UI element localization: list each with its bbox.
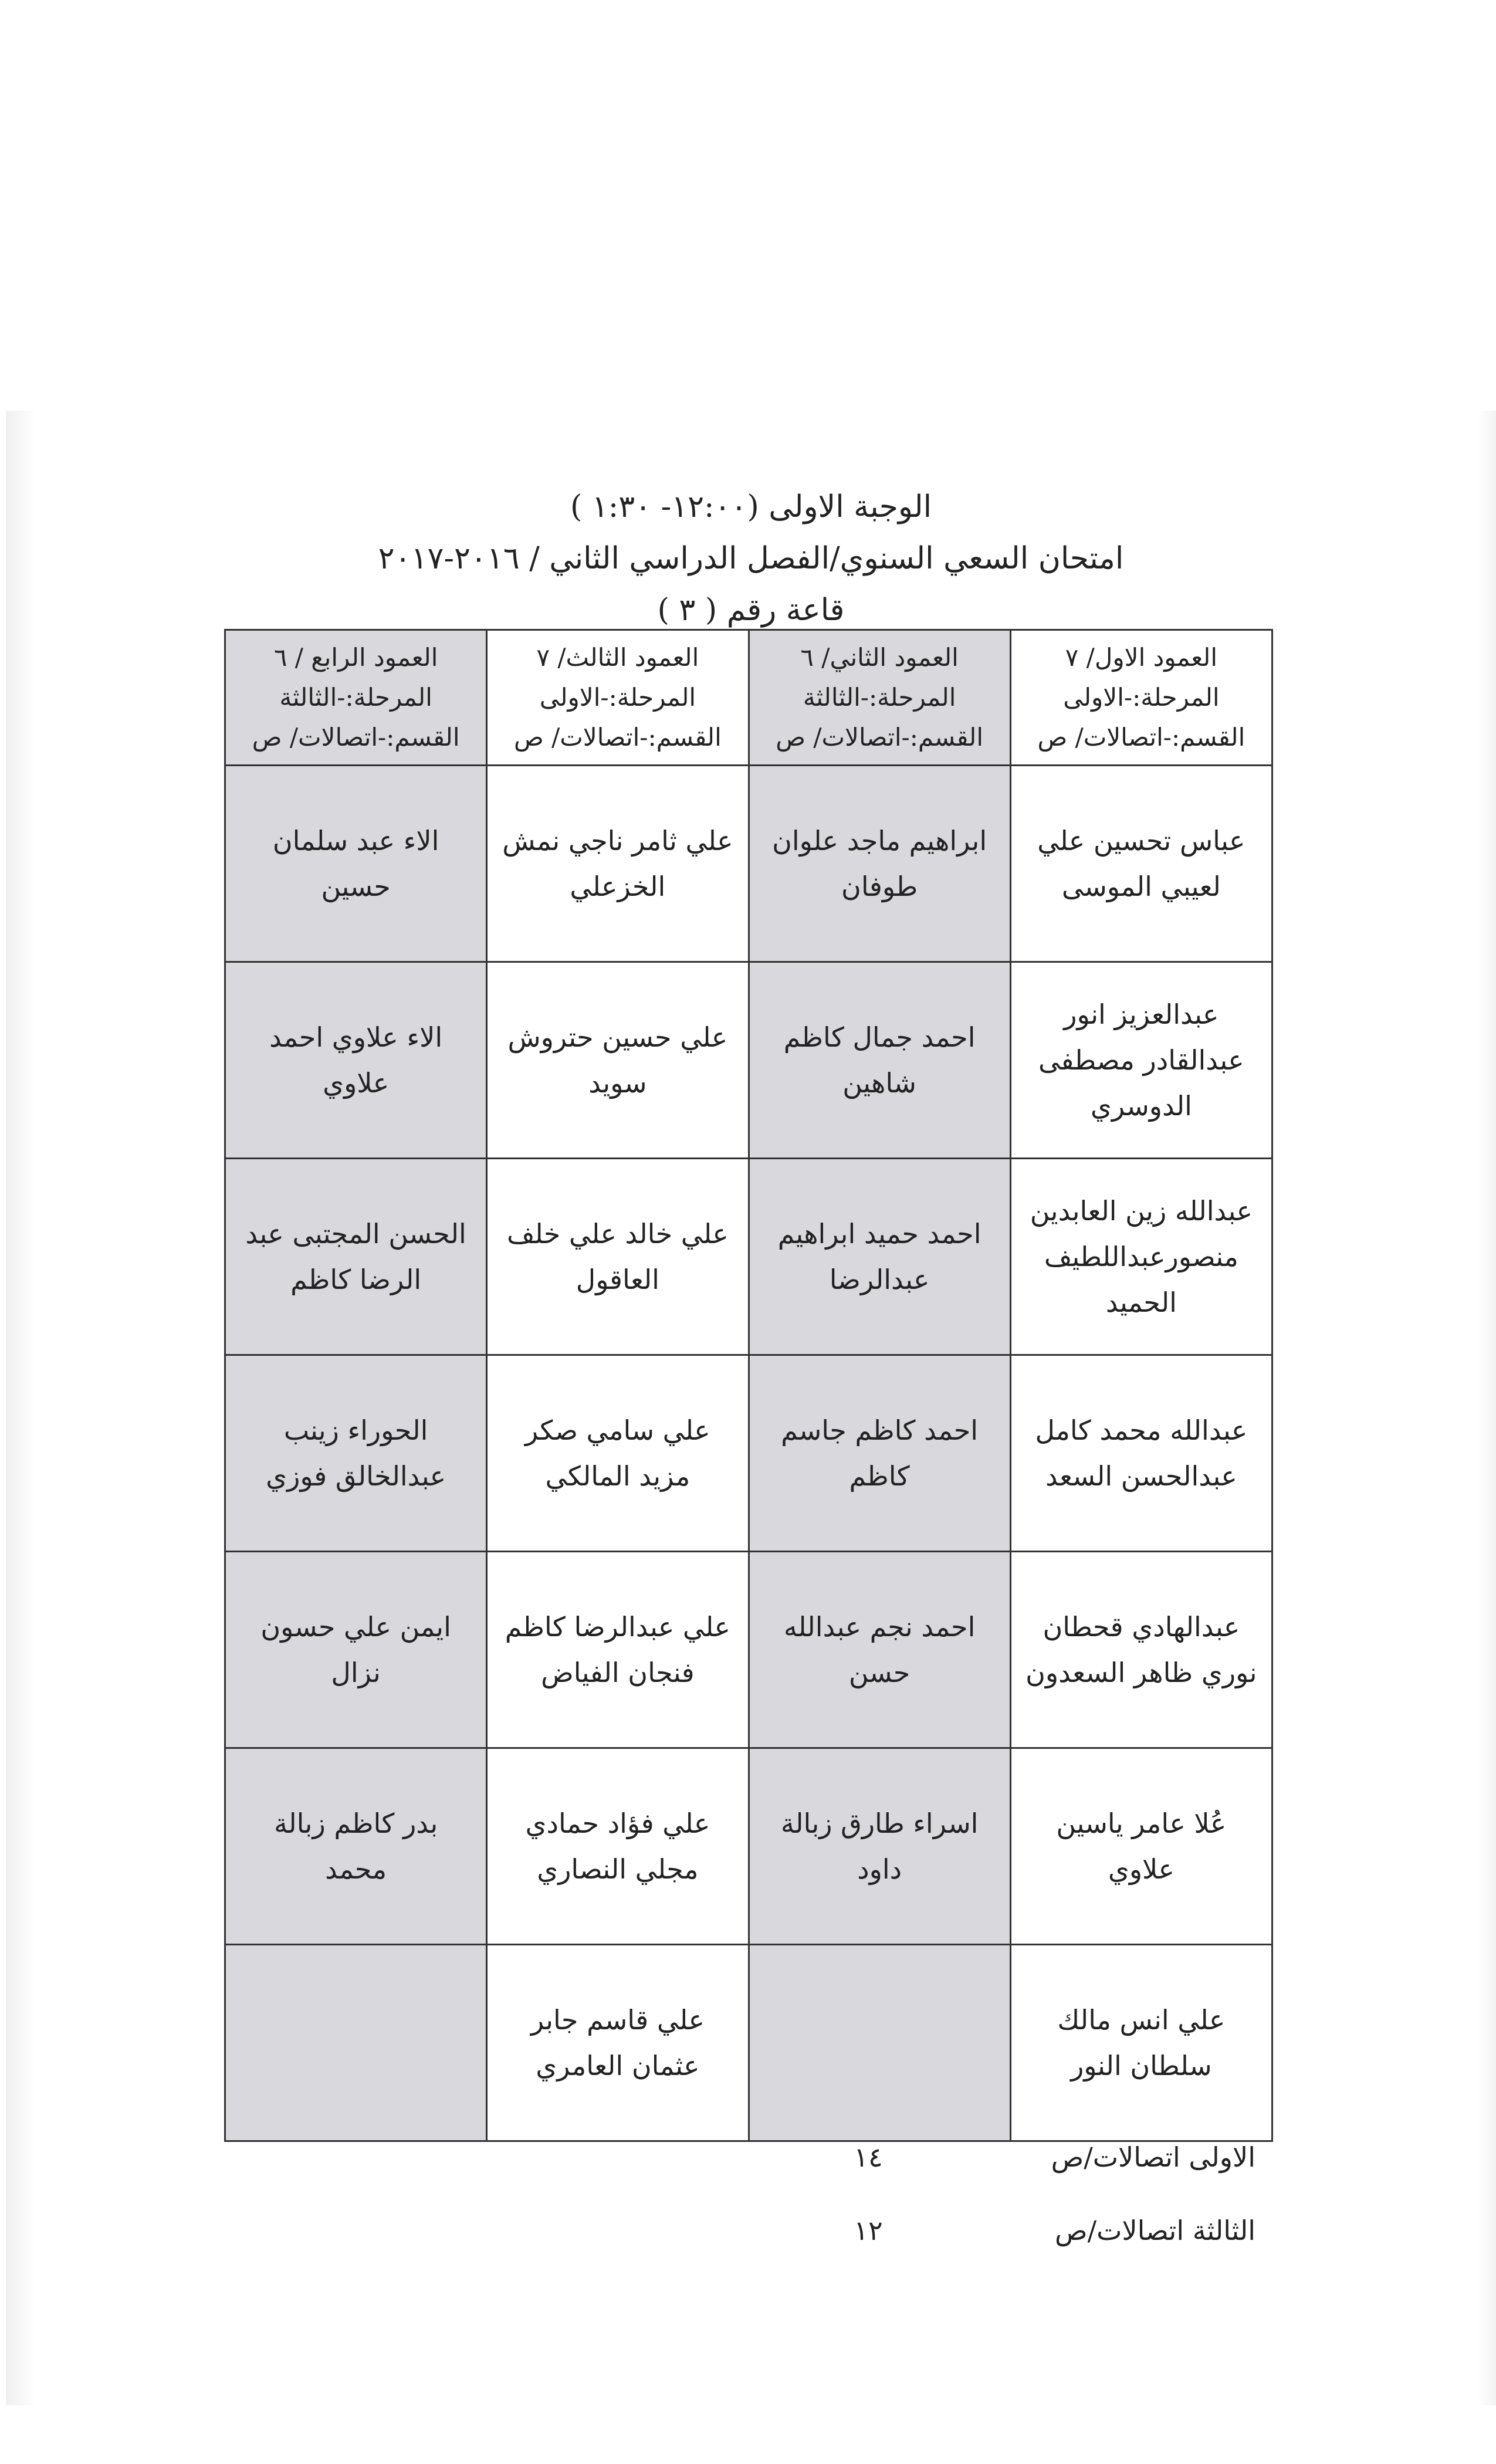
table-row (225, 1945, 1272, 2141)
table-row (225, 962, 1272, 1159)
student-cell: عبدالعزيز انور عبدالقادر مصطفى الدوسري (1010, 962, 1272, 1159)
session-title: الوجبة الاولى (١٢:٠٠- ١:٣٠ ) (570, 489, 932, 524)
student-cell: علي ثامر ناجي نمش الخزعلي (487, 766, 749, 962)
column-dept: القسم:-اتصالات/ ص (1037, 723, 1245, 752)
table-row (225, 1355, 1272, 1552)
column-dept: القسم:-اتصالات/ ص (252, 723, 460, 752)
student-cell: عُلا عامر ياسين علاوي (1010, 1748, 1272, 1945)
student-cell: عبدالله زين العابدين منصورعبداللطيف الحميد (1010, 1159, 1272, 1355)
column-header-2 (749, 630, 1010, 766)
column-header-3 (487, 630, 749, 766)
student-cell: عبدالله محمد كامل عبدالحسن السعد (1010, 1355, 1272, 1552)
column-title: العمود الرابع / ٦ (273, 643, 438, 672)
exam-title: امتحان السعي السنوي/الفصل الدراسي الثاني / ٢٠١٦-٢٠١٧ (378, 541, 1124, 576)
student-cell-empty (225, 1945, 487, 2141)
column-dept: القسم:-اتصالات/ ص (776, 723, 984, 752)
column-dept: القسم:-اتصالات/ ص (513, 723, 722, 752)
column-title: العمود الثاني/ ٦ (800, 643, 959, 672)
student-cell: اسراء طارق زبالة داود (749, 1748, 1010, 1945)
student-cell: علي عبدالرضا كاظم فنجان الفياض (487, 1552, 749, 1748)
student-cell: علي فؤاد حمادي مجلي النصاري (487, 1748, 749, 1945)
column-title: العمود الاول/ ٧ (1065, 643, 1217, 672)
column-header-1 (1010, 630, 1272, 766)
scan-edge-left (6, 411, 35, 2405)
student-cell: احمد كاظم جاسم كاظم (749, 1355, 1010, 1552)
student-cell: علي حسين حتروش سويد (487, 962, 749, 1159)
scan-edge-right (1478, 411, 1496, 2405)
summary-count: ١٢ (854, 2215, 883, 2246)
student-cell: ابراهيم ماجد علوان طوفان (749, 766, 1010, 962)
table-row (225, 1552, 1272, 1748)
summary-label: الاولى اتصالات/ص (1051, 2141, 1255, 2173)
hall-number: قاعة رقم ( ٣ ) (657, 593, 845, 628)
student-cell: علي سامي صكر مزيد المالكي (487, 1355, 749, 1552)
column-stage: المرحلة:-الثالثة (279, 683, 432, 712)
summary-label: الثالثة اتصالات/ص (1054, 2215, 1255, 2246)
table-row (225, 1748, 1272, 1945)
student-cell: علي خالد علي خلف العاقول (487, 1159, 749, 1355)
student-cell: علي انس مالك سلطان النور (1010, 1945, 1272, 2141)
column-header-row (225, 630, 1272, 766)
student-cell-empty (749, 1945, 1010, 2141)
student-cell: الاء علاوي احمد علاوي (225, 962, 487, 1159)
student-cell: عباس تحسين علي لعيبي الموسى (1010, 766, 1272, 962)
column-stage: المرحلة:-الاولى (539, 683, 696, 712)
student-cell: احمد حميد ابراهيم عبدالرضا (749, 1159, 1010, 1355)
document-header (223, 481, 1279, 636)
student-cell: بدر كاظم زبالة محمد (225, 1748, 487, 1945)
student-cell: احمد جمال كاظم شاهين (749, 962, 1010, 1159)
student-cell: الحوراء زينب عبدالخالق فوزي (225, 1355, 487, 1552)
student-cell: ايمن علي حسون نزال (225, 1552, 487, 1748)
student-cell: الحسن المجتبى عبد الرضا كاظم (225, 1159, 487, 1355)
table-row (225, 1159, 1272, 1355)
seating-table (224, 629, 1273, 2142)
student-cell: الاء عبد سلمان حسين (225, 766, 487, 962)
column-stage: المرحلة:-الثالثة (803, 683, 956, 712)
student-cell: عبدالهادي قحطان نوري ظاهر السعدون (1010, 1552, 1272, 1748)
column-title: العمود الثالث/ ٧ (536, 643, 699, 672)
column-header-4 (225, 630, 487, 766)
summary-count: ١٤ (854, 2141, 883, 2173)
column-stage: المرحلة:-الاولى (1063, 683, 1220, 712)
student-cell: علي قاسم جابر عثمان العامري (487, 1945, 749, 2141)
student-cell: احمد نجم عبدالله حسن (749, 1552, 1010, 1748)
table-row (225, 766, 1272, 962)
